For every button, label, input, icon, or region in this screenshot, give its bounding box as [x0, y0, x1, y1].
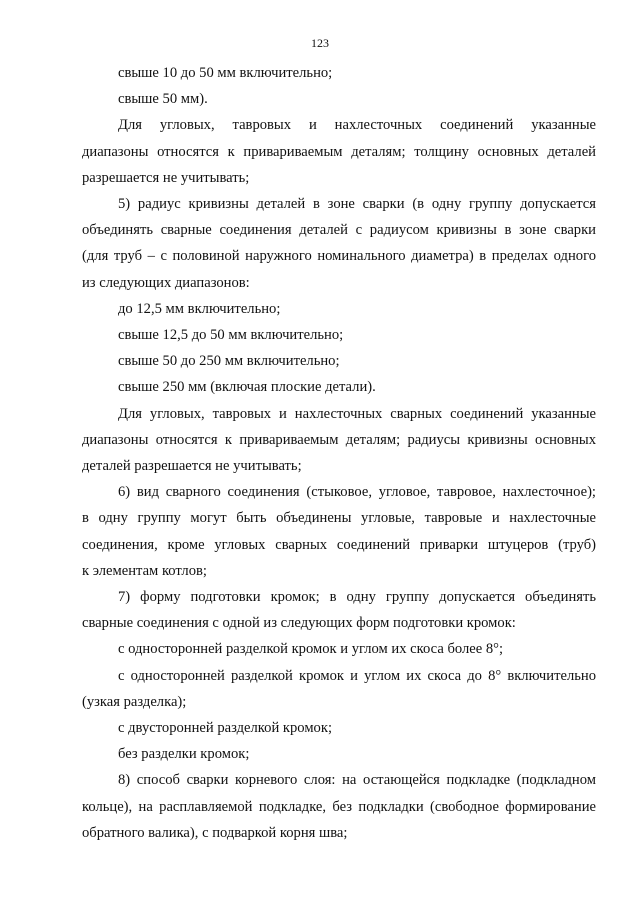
text-line: обратного валика), с подваркой корня шва; — [82, 824, 348, 841]
text-line: свыше 10 до 50 мм включительно; — [118, 65, 333, 81]
text-line: диапазоны относятся к привариваемым деталям; толщину основных деталей — [82, 143, 596, 160]
text-line: с односторонней разделкой кромок и углом их скоса до 8° включительно — [118, 667, 596, 684]
text-line: свыше 50 до 250 мм включительно; — [118, 353, 340, 370]
text-line: диапазоны относятся к привариваемым деталям; радиусы кривизны основных — [82, 431, 596, 448]
page-number: 123 — [311, 36, 329, 50]
text-line: к элементам котлов; — [82, 562, 207, 579]
text-line: 6) вид сварного соединения (стыковое, угловое, тавровое, нахлесточное); — [118, 484, 596, 501]
text-line: кольце), на расплавляемой подкладке, без подкладки (свободное формирование — [82, 798, 596, 815]
text-line: свыше 250 мм (включая плоские детали). — [118, 379, 376, 396]
text-line: с двусторонней разделкой кромок; — [118, 720, 332, 737]
text-line: разрешается не учитывать; — [82, 169, 250, 186]
text-line: без разделки кромок; — [118, 746, 250, 763]
text-line: свыше 12,5 до 50 мм включительно; — [118, 327, 344, 344]
text-line: деталей разрешается не учитывать; — [82, 458, 302, 475]
text-line: объединять сварные соединения деталей с радиусом кривизны в зоне сварки — [82, 222, 596, 239]
text-line: Для угловых, тавровых и нахлесточных сварных соединений указанные — [118, 405, 596, 422]
text-line: соединения, кроме угловых сварных соединений приварки штуцеров (труб) — [82, 536, 596, 553]
text-line: из следующих диапазонов: — [82, 274, 250, 291]
text-line: 8) способ сварки корневого слоя: на остающейся подкладке (подкладном — [118, 772, 596, 789]
text-line: до 12,5 мм включительно; — [118, 300, 281, 317]
text-line: 7) форму подготовки кромок; в одну группу допускается объединять — [118, 589, 596, 606]
text-line: свыше 50 мм). — [118, 91, 208, 108]
body-text — [82, 60, 596, 846]
text-line: (для труб – с половиной наружного номинального диаметра) в пределах одного — [82, 248, 596, 265]
text-line: (узкая разделка); — [82, 693, 187, 710]
text-line: сварные соединения с одной из следующих форм подготовки кромок: — [82, 615, 516, 632]
text-line: Для угловых, тавровых и нахлесточных соединений указанные — [118, 117, 596, 134]
text-line: 5) радиус кривизны деталей в зоне сварки (в одну группу допускается — [118, 196, 596, 213]
text-line: с односторонней разделкой кромок и углом их скоса более 8°; — [118, 641, 504, 658]
text-line: в одну группу могут быть объединены угловые, тавровые и нахлесточные — [82, 510, 596, 527]
